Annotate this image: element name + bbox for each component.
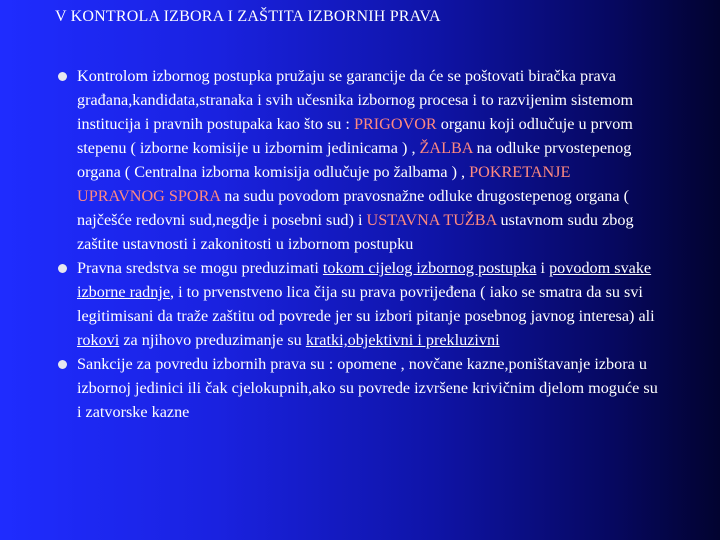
bullet-2-text-1: Pravna sredstva se mogu preduzimati: [77, 259, 323, 277]
bullet-3-text-1: Sankcije za povredu izbornih prava su : opomene , novčane kazne,poništavanje izbora u izbornoj jedinici ili čak cjelokupnih,ako su povrede izvršene krivičnim djelom moguće su i zatvorske kazne: [77, 355, 658, 421]
bullet-item-1: [58, 64, 658, 256]
bullet-1-text-5: ustavnom sudu zbog zaštite ustavnosti i zakonitosti u izbornom postupku: [77, 211, 634, 253]
underlined-phrase-1: tokom cijelog izbornog postupka: [322, 259, 537, 277]
term-zalba: ŽALBA: [419, 139, 473, 157]
bullet-1-text-3: na odluke prvostepenog organa ( Centralna izborna komisija odlučuje po žalbama ) ,: [77, 139, 632, 181]
bullet-item-3: [58, 352, 658, 424]
bullet-dot-icon: [58, 72, 67, 81]
bullet-2-text-3: , i to prvenstveno lica čija su prava povrijeđena ( iako se smatra da su svi legitimisani da traže zaštitu od povrede jer su izbori pitanje posebnog javnog interesa) ali: [77, 283, 655, 325]
bullet-2-text-2: i: [536, 259, 550, 277]
slide-title: V KONTROLA IZBORA I ZAŠTITA IZBORNIH PRAVA: [55, 8, 441, 25]
bullet-1-text-4: na sudu povodom pravosnažne odluke drugostepenog organa ( najčešće redovni sud,negdje i posebni sud) i: [77, 187, 629, 229]
bullet-dot-icon: [58, 264, 67, 273]
bullet-1-text-1: Kontrolom izbornog postupka pružaju se garancije da će se poštovati biračka prava građana,kandidata,stranaka i svih učesnika izbornog procesa i to razvijenim sistemom institucija i pravnih postupaka kao što su :: [77, 67, 634, 133]
underlined-phrase-4: kratki,objektivni i prekluzivni: [305, 331, 500, 349]
term-ustavna-tuzba: USTAVNA TUŽBA: [366, 211, 497, 229]
bullet-list: [58, 64, 658, 424]
underlined-phrase-2: povodom svake izborne radnje: [77, 259, 652, 301]
bullet-2-text-4: za njihovo preduzimanje su: [119, 331, 306, 349]
bullet-item-2: [58, 256, 658, 352]
term-prigovor: PRIGOVOR: [353, 115, 437, 133]
term-upravni-spor: POKRETANJE UPRAVNOG SPORA: [77, 163, 571, 205]
bullet-dot-icon: [58, 360, 67, 369]
bullet-1-text-2: organu koji odlučuje u prvom stepenu ( izborne komisije u izbornim jedinicama ) ,: [77, 115, 633, 157]
underlined-phrase-3: rokovi: [77, 331, 120, 349]
